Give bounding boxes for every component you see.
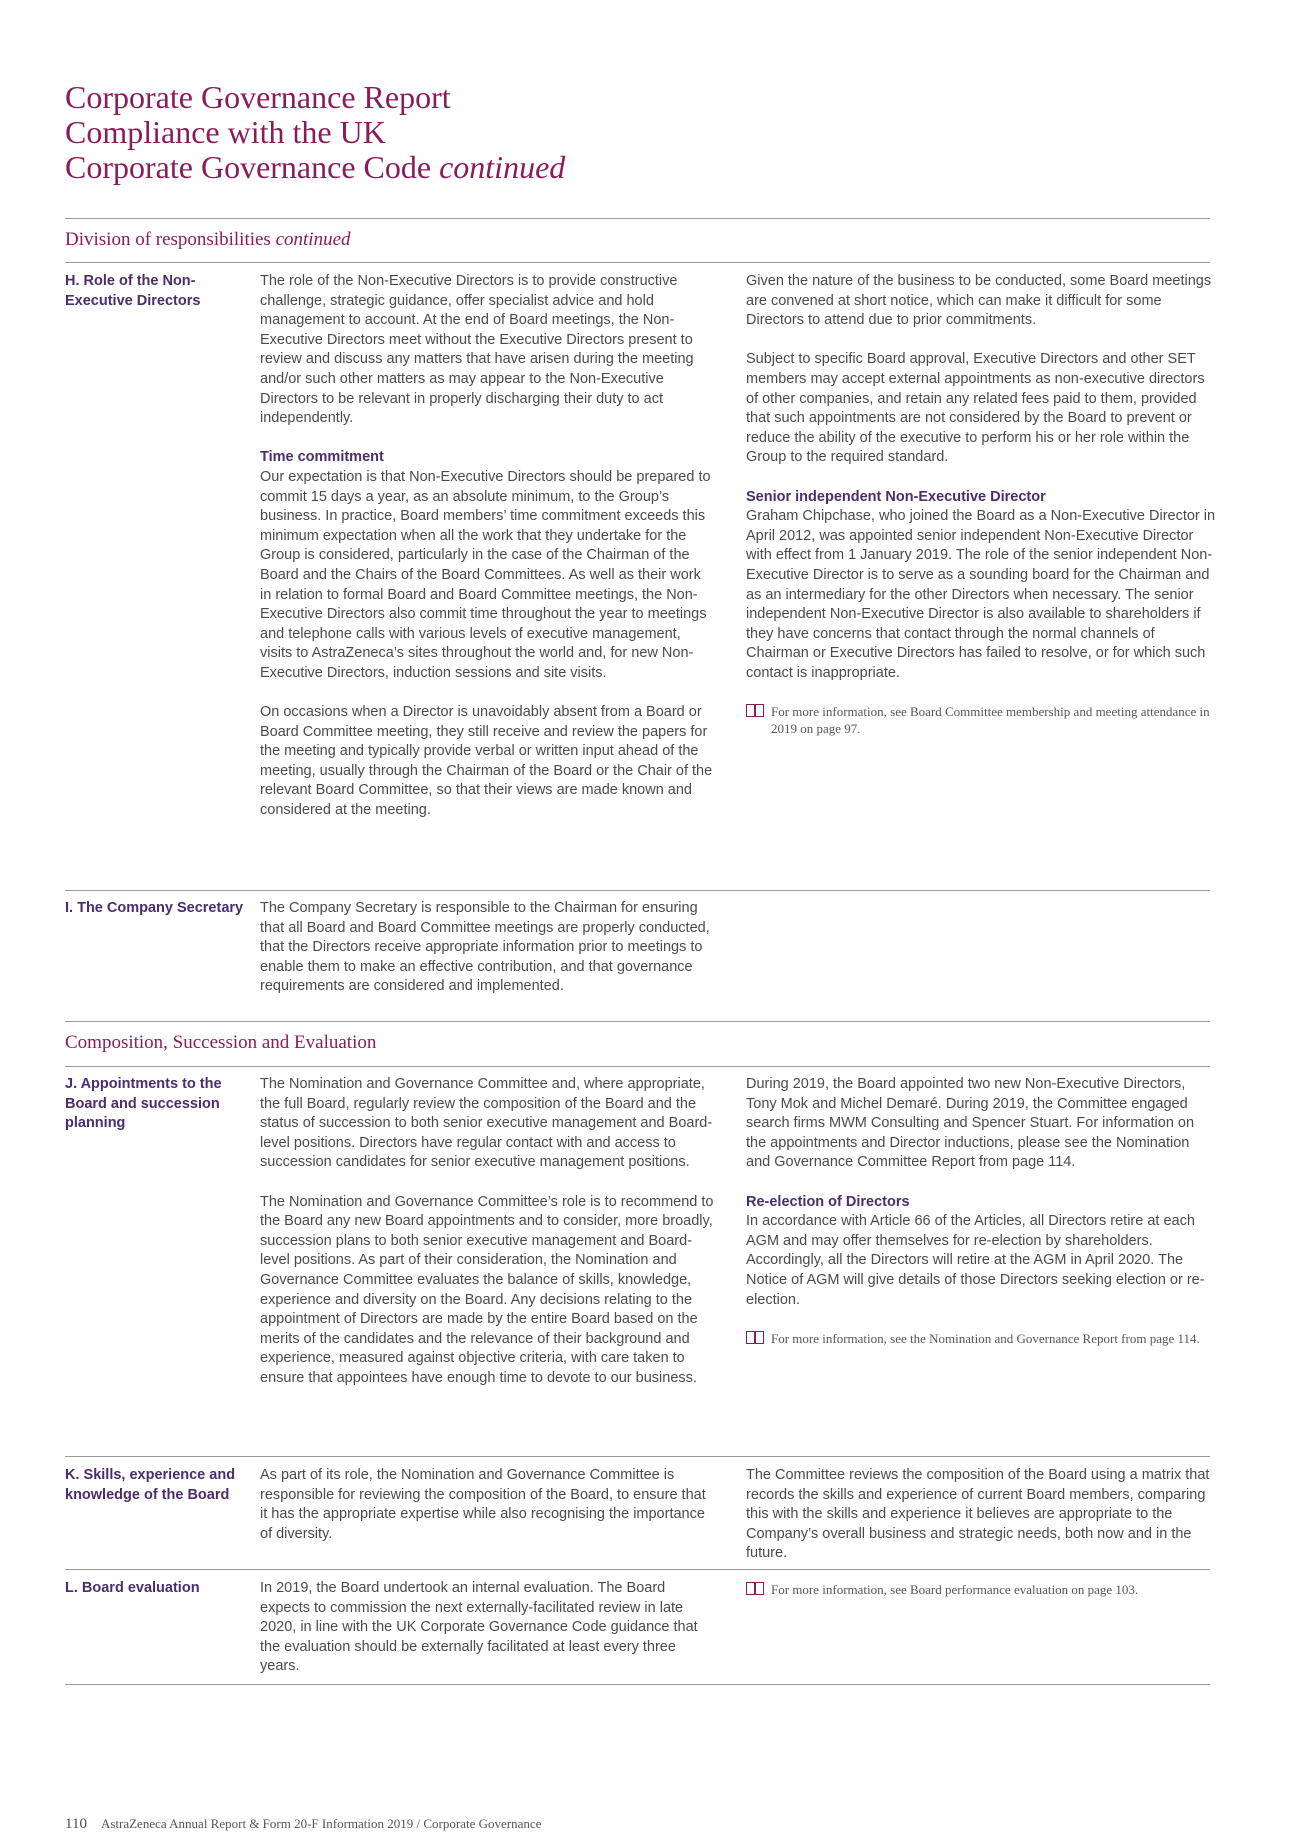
divider (65, 890, 1210, 891)
row-l-col2 (746, 1581, 1216, 1598)
divider (65, 1569, 1210, 1570)
page-title: Corporate Governance Report Compliance with the UK Corporate Governance Code continued (65, 79, 566, 185)
divider (65, 1684, 1210, 1685)
cross-reference[interactable]: For more information, see Board performance evaluation on page 103. (746, 1581, 1216, 1598)
book-icon (746, 1582, 764, 1595)
page-footer (65, 1816, 541, 1833)
subheading-senior-independent: Senior independent Non-Executive Director (746, 488, 1046, 505)
row-label-k: K. Skills, experience and knowledge of the Board (65, 1467, 236, 1503)
page-number: 110 (65, 1816, 87, 1832)
section-heading-composition: Composition, Succession and Evaluation (65, 1032, 377, 1053)
row-label-h: H. Role of the Non-Executive Directors (65, 273, 201, 309)
row-i-col1: The Company Secretary is responsible to the Chairman for ensuring that all Board and Board Committee meetings are properly conducted, that the Directors receive appropriate information prior to meetings to enable them to make an effective contribution, and that governance requirements are considered and implemented. (260, 900, 710, 995)
cross-reference[interactable]: For more information, see the Nomination and Governance Report from page 114. (746, 1330, 1216, 1347)
row-j-col2: During 2019, the Board appointed two new Non-Executive Directors, Tony Mok and Michel Demaré. During 2019, the Committee engaged search firms MWM Consulting and Spencer Stuart. For information on the appointments and Director inductions, please see the Nomination and Governance Committee Report from page 114. Re-election of Directors In accordance with Article 66 of the Articles, all Directors retire at each AGM and may offer themselves for re-election by shareholders. Accordingly, all the Directors will retire at the AGM in April 2020. The Notice of AGM will give details of those Directors seeking election or re-election. For more information, see the Nomination and Governance Report from page 114. (746, 1075, 1216, 1347)
row-k-col1: As part of its role, the Nomination and Governance Committee is responsible for reviewing the composition of the Board, to ensure that it has the appropriate expertise while also recognising the importance of diversity. (260, 1467, 706, 1542)
divider (65, 1456, 1210, 1457)
row-label-i: I. The Company Secretary (65, 900, 244, 916)
subheading-time-commitment: Time commitment (260, 449, 384, 466)
row-k-col2: The Committee reviews the composition of the Board using a matrix that records the skills and experience of current Board members, comparing this with the skills and experience it believes are appropriate to the Company’s overall business and strategic needs, both now and in the future. (746, 1467, 1210, 1562)
row-h-col2: Given the nature of the business to be conducted, some Board meetings are convened at short notice, which can make it difficult for some Directors to attend due to prior commitments. Subject to specific Board approval, Executive Directors and other SET members may accept external appointments as non-executive directors of other companies, and retain any related fees paid to them, provided that such appointments are not considered by the Board to prevent or reduce the ability of the executive to perform his or her role within the Group to the required standard. Senior independent Non-Executive Director Graham Chipchase, who joined the Board as a Non-Executive Director in April 2012, was appointed senior independent Non-Executive Director with effect from 1 January 2019. The role of the senior independent Non-Executive Director is to serve as a sounding board for the Chairman and as an intermediary for the other Directors when necessary. The senior independent Non-Executive Director is also available to shareholders if they have concerns that contact through the normal channels of Chairman or Executive Directors has failed to resolve, or for which such contact is inappropriate. For more information, see Board Committee membership and meeting attendance in 2019 on page 97. (746, 273, 1216, 737)
book-icon (746, 704, 764, 717)
divider (65, 1021, 1210, 1022)
cross-reference[interactable]: For more information, see Board Committee membership and meeting attendance in 2019 on page 97. (746, 703, 1216, 737)
row-label-j: J. Appointments to the Board and succession planning (65, 1076, 222, 1132)
divider (65, 262, 1210, 263)
row-label-l: L. Board evaluation (65, 1580, 200, 1596)
footer-text: AstraZeneca Annual Report & Form 20-F Information 2019 / Corporate Governance (100, 1816, 542, 1831)
divider (65, 218, 1210, 219)
book-icon (746, 1331, 764, 1344)
subheading-re-election: Re-election of Directors (746, 1193, 910, 1210)
row-l-col1: In 2019, the Board undertook an internal evaluation. The Board expects to commission the next externally-facilitated review in late 2020, in line with the UK Corporate Governance Code guidance that the evaluation should be externally facilitated at least every three years. (260, 1580, 698, 1675)
section-heading-division: Division of responsibilities continued (65, 229, 351, 250)
row-j-col1: The Nomination and Governance Committee and, where appropriate, the full Board, regularly review the composition of the Board and the status of succession to both senior executive management and Board-level positions. Directors have regular contact with and access to succession candidates for senior executive management positions. The Nomination and Governance Committee’s role is to recommend to the Board any new Board appointments and to consider, more broadly, succession plans to both senior executive management and Board-level positions. As part of their consideration, the Nomination and Governance Committee evaluates the balance of skills, knowledge, experience and diversity on the Board. Any decisions relating to the appointment of Directors are made by the entire Board based on the merits of the candidates and the relevance of their background and experience, measured against objective criteria, with care taken to ensure that appointees have enough time to devote to our business. (260, 1076, 714, 1386)
row-h-col1: The role of the Non-Executive Directors is to provide constructive challenge, strategic guidance, offer specialist advice and hold management to account. At the end of Board meetings, the Non-Executive Directors meet without the Executive Directors present to review and discuss any matters that have arisen during the meeting and/or such other matters as may appear to the Non-Executive Directors to be relevant in properly discharging their duty to act independently. Time commitment Our expectation is that Non-Executive Directors should be prepared to commit 15 days a year, as an absolute minimum, to the Group’s business. In practice, Board members’ time commitment exceeds this minimum expectation when all the work that they undertake for the Group is considered, particularly in the case of the Chairman of the Board and the Chairs of the Board Committees. As well as their work in relation to formal Board and Board Committee meetings, the Non-Executive Directors also commit time throughout the year to meetings and telephone calls with various levels of executive management, visits to AstraZeneca’s sites throughout the world and, for new Non-Executive Directors, induction sessions and site visits. On occasions when a Director is unavoidably absent from a Board or Board Committee meeting, they still receive and review the papers for the meeting and typically provide verbal or written input ahead of the meeting, usually through the Chairman of the Board or the Chair of the relevant Board Committee, so that their views are made known and considered at the meeting. (260, 272, 715, 821)
divider (65, 1066, 1210, 1067)
